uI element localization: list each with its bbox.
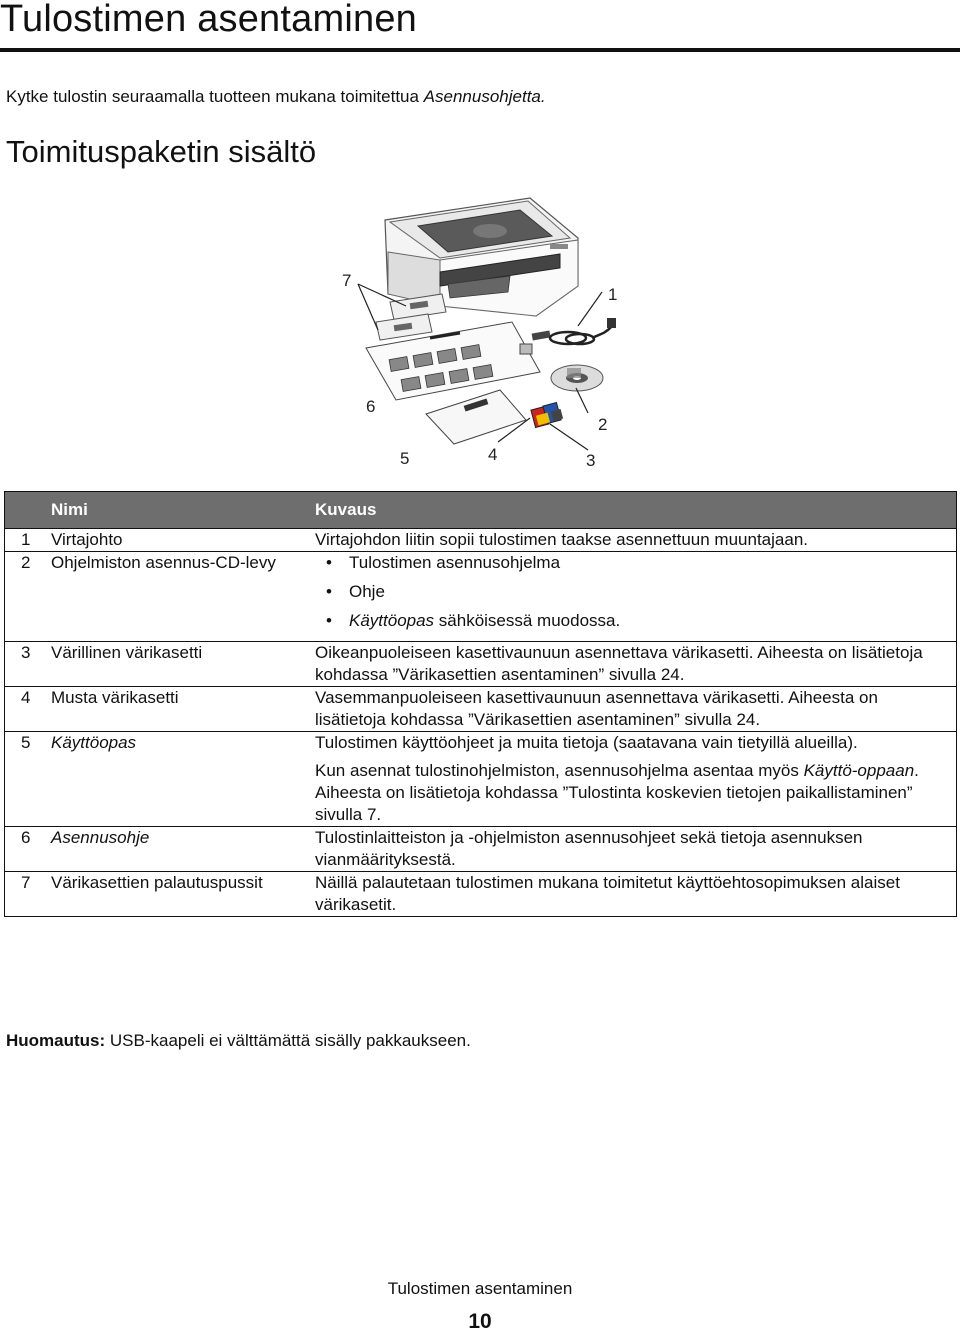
row-description (315, 732, 957, 827)
user-guide-image (426, 390, 526, 444)
cd-contents-list (315, 552, 948, 632)
callout-5: 5 (400, 449, 410, 468)
title-rule (0, 48, 960, 52)
row-number: 1 (5, 529, 52, 552)
list-item-text: sähköisessä muodossa. (434, 611, 621, 630)
description-paragraph: Tulostimen käyttöohjeet ja muita tietoja (saatavana vain tietyillä alueilla). (315, 733, 858, 752)
row-description: Vasemmanpuoleiseen kasettivaunuun asennettava värikasetti. Aiheesta on lisätietoja kohdassa ”Värikasettien asentaminen” sivulla 24. (315, 687, 957, 732)
callout-6: 6 (366, 397, 376, 416)
contents-table (4, 491, 957, 917)
header-number (5, 492, 52, 529)
section-title: Toimituspaketin sisältö (6, 134, 317, 169)
callout-1: 1 (608, 285, 618, 304)
row-description (315, 552, 957, 642)
callout-4: 4 (488, 445, 498, 464)
list-item: • Tulostimen asennusohjelma (315, 552, 948, 574)
row-number: 3 (5, 642, 52, 687)
row-number: 7 (5, 872, 52, 917)
note (6, 1031, 471, 1051)
row-description: Tulostinlaitteiston ja -ohjelmiston asennusohjeet sekä tietoja asennuksen vianmäärityksestä. (315, 827, 957, 872)
cartridges-image (531, 402, 563, 427)
header-description: Kuvaus (315, 492, 957, 529)
row-number: 4 (5, 687, 52, 732)
table-row (5, 687, 957, 732)
description-text: . Aiheesta on lisätietoja kohdassa ”Tulostinta koskevien tietojen paikallistaminen” sivulla 7. (315, 761, 919, 824)
table-row (5, 872, 957, 917)
row-name: Musta värikasetti (51, 687, 315, 732)
row-number: 6 (5, 827, 52, 872)
description-paragraph (315, 760, 948, 826)
row-number: 5 (5, 732, 52, 827)
intro-text: Kytke tulostin seuraamalla tuotteen mukana toimitettua (6, 87, 424, 106)
note-label: Huomautus: (6, 1031, 106, 1050)
row-name: Käyttöopas (51, 732, 315, 827)
row-description: Oikeanpuoleiseen kasettivaunuun asennettava värikasetti. Aiheesta on lisätietoja kohdassa ”Värikasettien asentaminen” sivulla 24. (315, 642, 957, 687)
row-name: Asennusohje (51, 827, 315, 872)
row-description: Virtajohdon liitin sopii tulostimen taakse asennettuun muuntajaan. (315, 529, 957, 552)
table-row (5, 827, 957, 872)
description-text: Kun asennat tulostinohjelmiston, asennusohjelma asentaa myös (315, 761, 804, 780)
intro-emphasis: Asennusohjetta. (423, 87, 546, 106)
table-row (5, 642, 957, 687)
table-row (5, 529, 957, 552)
cd-image (551, 365, 603, 391)
row-description: Näillä palautetaan tulostimen mukana toimitetut käyttöehtosopimuksen alaiset värikasetit. (315, 872, 957, 917)
package-contents-illustration (330, 188, 640, 473)
table-header-row (5, 492, 957, 529)
callout-3: 3 (586, 451, 596, 470)
note-text: USB-kaapeli ei välttämättä sisälly pakkaukseen. (105, 1031, 471, 1050)
row-name: Ohjelmiston asennus-CD-levy (51, 552, 315, 642)
description-emphasis: Käyttö-oppaan (803, 761, 915, 780)
list-item-emphasis: Käyttöopas (349, 611, 435, 630)
row-number: 2 (5, 552, 52, 642)
row-name: Värillinen värikasetti (51, 642, 315, 687)
intro-paragraph (6, 87, 546, 107)
row-name: Värikasettien palautuspussit (51, 872, 315, 917)
list-item: • Ohje (315, 581, 948, 603)
page-number: 10 (468, 1310, 492, 1333)
footer-title: Tulostimen asentaminen (387, 1279, 573, 1298)
page-title: Tulostimen asentaminen (0, 0, 417, 40)
list-item (315, 610, 948, 632)
power-cord-image (532, 318, 616, 344)
callout-7: 7 (342, 271, 352, 290)
table-row (5, 552, 957, 642)
header-name: Nimi (51, 492, 315, 529)
table-row (5, 732, 957, 827)
callout-2: 2 (598, 415, 608, 434)
return-bags-image (376, 294, 446, 340)
row-name: Virtajohto (51, 529, 315, 552)
